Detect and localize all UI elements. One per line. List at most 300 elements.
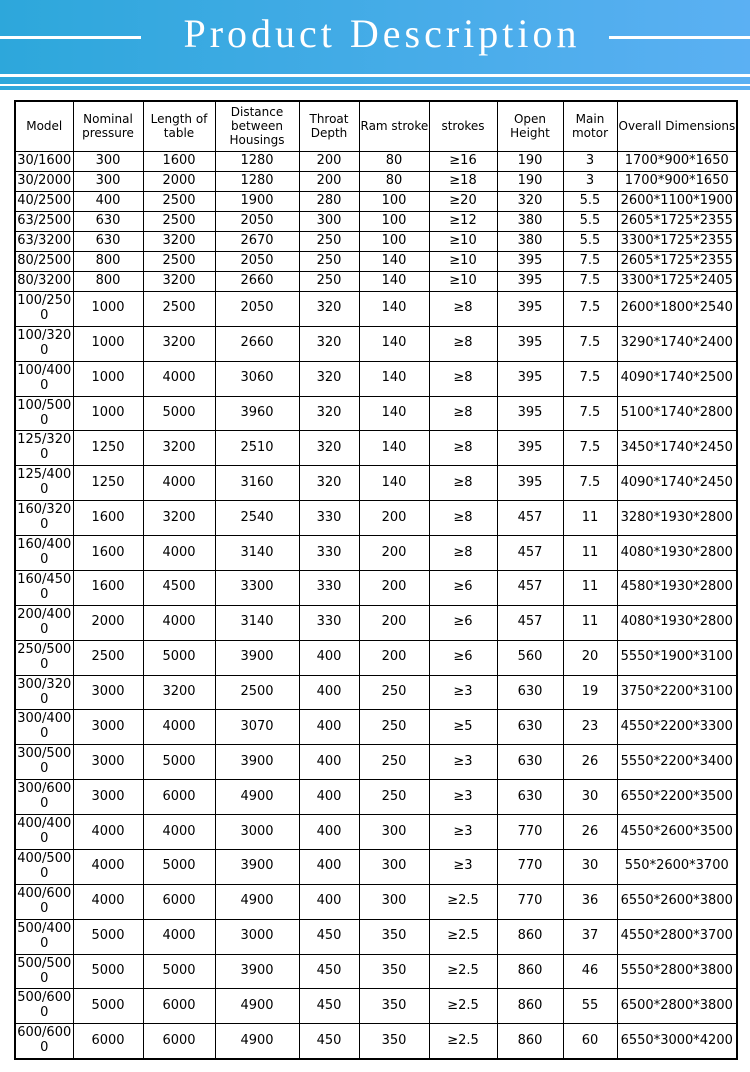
table-cell: 2670 <box>215 232 299 252</box>
table-cell: 11 <box>563 536 617 571</box>
table-cell: 3200 <box>143 501 215 536</box>
table-cell: 330 <box>299 605 359 640</box>
table-cell: 2050 <box>215 291 299 326</box>
table-cell: 4080*1930*2800 <box>617 536 737 571</box>
table-cell: 3060 <box>215 361 299 396</box>
spec-table-header-row <box>15 101 737 152</box>
table-cell: 4000 <box>143 361 215 396</box>
table-cell: 4080*1930*2800 <box>617 605 737 640</box>
table-row <box>15 466 737 501</box>
table-cell: 2500 <box>143 212 215 232</box>
table-cell: 4000 <box>143 536 215 571</box>
table-cell: 300 <box>359 884 429 919</box>
table-cell: 1000 <box>73 291 143 326</box>
table-row <box>15 745 737 780</box>
table-cell: 395 <box>497 466 563 501</box>
table-cell: 140 <box>359 326 429 361</box>
model-cell: 80/3200 <box>15 272 73 292</box>
table-row <box>15 232 737 252</box>
model-cell: 300/4000 <box>15 710 73 745</box>
table-cell: 350 <box>359 954 429 989</box>
table-cell: 140 <box>359 272 429 292</box>
table-cell: 3300*1725*2355 <box>617 232 737 252</box>
table-row <box>15 640 737 675</box>
table-cell: 30 <box>563 780 617 815</box>
table-cell: 630 <box>497 710 563 745</box>
table-cell: 320 <box>299 396 359 431</box>
table-cell: 560 <box>497 640 563 675</box>
spec-table-body <box>15 152 737 1059</box>
table-cell: 630 <box>497 675 563 710</box>
table-cell: 2600*1100*1900 <box>617 192 737 212</box>
table-cell: 3960 <box>215 396 299 431</box>
table-cell: 2500 <box>143 192 215 212</box>
table-cell: 7.5 <box>563 326 617 361</box>
table-cell: 330 <box>299 501 359 536</box>
table-cell: 140 <box>359 361 429 396</box>
table-cell: ≥5 <box>429 710 497 745</box>
model-cell: 63/3200 <box>15 232 73 252</box>
table-cell: 300 <box>359 849 429 884</box>
table-cell: 3160 <box>215 466 299 501</box>
table-cell: 200 <box>359 605 429 640</box>
table-cell: 400 <box>299 884 359 919</box>
table-cell: 320 <box>299 361 359 396</box>
table-cell: 350 <box>359 919 429 954</box>
table-cell: 4000 <box>143 605 215 640</box>
table-cell: ≥6 <box>429 640 497 675</box>
table-cell: 3300*1725*2405 <box>617 272 737 292</box>
table-cell: 395 <box>497 326 563 361</box>
table-cell: 6000 <box>143 989 215 1024</box>
table-cell: 2000 <box>143 172 215 192</box>
table-cell: 5000 <box>143 745 215 780</box>
table-cell: 400 <box>299 675 359 710</box>
table-cell: 140 <box>359 291 429 326</box>
column-header: Model <box>15 101 73 152</box>
table-row <box>15 172 737 192</box>
table-cell: 4090*1740*2450 <box>617 466 737 501</box>
table-cell: 3200 <box>143 431 215 466</box>
table-cell: 3900 <box>215 954 299 989</box>
table-cell: 4580*1930*2800 <box>617 570 737 605</box>
table-cell: 190 <box>497 152 563 172</box>
table-cell: 4550*2800*3700 <box>617 919 737 954</box>
table-cell: 400 <box>299 640 359 675</box>
table-cell: 630 <box>73 232 143 252</box>
table-cell: 2600*1800*2540 <box>617 291 737 326</box>
table-cell: 5000 <box>73 954 143 989</box>
table-cell: 280 <box>299 192 359 212</box>
table-cell: 4000 <box>143 710 215 745</box>
table-row <box>15 570 737 605</box>
model-cell: 160/4500 <box>15 570 73 605</box>
table-cell: 200 <box>299 152 359 172</box>
table-row <box>15 361 737 396</box>
banner-left-rule <box>0 36 141 39</box>
table-cell: 100 <box>359 212 429 232</box>
table-cell: 80 <box>359 152 429 172</box>
table-cell: ≥3 <box>429 780 497 815</box>
banner-right-rule <box>609 36 750 39</box>
table-cell: 1700*900*1650 <box>617 172 737 192</box>
table-cell: 37 <box>563 919 617 954</box>
table-cell: ≥8 <box>429 431 497 466</box>
model-cell: 300/6000 <box>15 780 73 815</box>
table-cell: 2000 <box>73 605 143 640</box>
table-row <box>15 919 737 954</box>
table-cell: 1000 <box>73 361 143 396</box>
section-banner <box>0 0 750 74</box>
section-title: Product Description <box>183 11 581 56</box>
table-cell: 630 <box>73 212 143 232</box>
table-cell: 4900 <box>215 1024 299 1059</box>
table-row <box>15 1024 737 1059</box>
table-cell: 300 <box>73 152 143 172</box>
table-cell: 770 <box>497 884 563 919</box>
table-cell: 380 <box>497 212 563 232</box>
table-cell: 1900 <box>215 192 299 212</box>
table-cell: 200 <box>359 536 429 571</box>
model-cell: 30/1600 <box>15 152 73 172</box>
table-cell: 3000 <box>215 815 299 850</box>
table-cell: 3750*2200*3100 <box>617 675 737 710</box>
table-cell: 4000 <box>143 919 215 954</box>
table-cell: 400 <box>299 815 359 850</box>
column-header: Nominal pressure <box>73 101 143 152</box>
table-cell: 4550*2200*3300 <box>617 710 737 745</box>
table-row <box>15 272 737 292</box>
table-cell: 860 <box>497 919 563 954</box>
table-cell: 5550*2800*3800 <box>617 954 737 989</box>
spec-table <box>14 100 738 1060</box>
table-cell: 395 <box>497 396 563 431</box>
table-cell: 7.5 <box>563 396 617 431</box>
table-cell: 450 <box>299 954 359 989</box>
table-cell: 330 <box>299 536 359 571</box>
table-cell: 4000 <box>73 849 143 884</box>
table-cell: 1250 <box>73 466 143 501</box>
column-header: Throat Depth <box>299 101 359 152</box>
table-cell: 3200 <box>143 272 215 292</box>
table-cell: 140 <box>359 466 429 501</box>
table-cell: 400 <box>73 192 143 212</box>
table-cell: 250 <box>359 675 429 710</box>
table-cell: 457 <box>497 570 563 605</box>
table-cell: 23 <box>563 710 617 745</box>
table-row <box>15 291 737 326</box>
model-cell: 500/4000 <box>15 919 73 954</box>
table-cell: ≥8 <box>429 396 497 431</box>
table-cell: 11 <box>563 501 617 536</box>
table-cell: 6500*2800*3800 <box>617 989 737 1024</box>
table-cell: 250 <box>299 232 359 252</box>
table-cell: 55 <box>563 989 617 1024</box>
table-cell: ≥2.5 <box>429 919 497 954</box>
table-cell: 1600 <box>73 501 143 536</box>
table-cell: 140 <box>359 252 429 272</box>
model-cell: 400/6000 <box>15 884 73 919</box>
table-cell: 457 <box>497 536 563 571</box>
table-cell: 800 <box>73 252 143 272</box>
table-cell: 630 <box>497 745 563 780</box>
table-cell: ≥8 <box>429 501 497 536</box>
table-cell: 3000 <box>73 675 143 710</box>
table-cell: 770 <box>497 849 563 884</box>
table-cell: 2605*1725*2355 <box>617 252 737 272</box>
table-cell: 3000 <box>73 710 143 745</box>
table-cell: 3000 <box>73 780 143 815</box>
table-cell: 2605*1725*2355 <box>617 212 737 232</box>
table-row <box>15 326 737 361</box>
table-cell: 450 <box>299 1024 359 1059</box>
table-cell: 457 <box>497 501 563 536</box>
table-cell: 7.5 <box>563 252 617 272</box>
table-cell: 190 <box>497 172 563 192</box>
table-cell: 7.5 <box>563 361 617 396</box>
table-cell: ≥16 <box>429 152 497 172</box>
model-cell: 125/3200 <box>15 431 73 466</box>
table-cell: 6550*2600*3800 <box>617 884 737 919</box>
model-cell: 125/4000 <box>15 466 73 501</box>
table-cell: 250 <box>359 745 429 780</box>
column-header: strokes <box>429 101 497 152</box>
table-cell: 7.5 <box>563 431 617 466</box>
table-cell: ≥8 <box>429 361 497 396</box>
table-cell: 60 <box>563 1024 617 1059</box>
table-cell: 5000 <box>143 396 215 431</box>
table-cell: 4550*2600*3500 <box>617 815 737 850</box>
table-cell: 457 <box>497 605 563 640</box>
model-cell: 500/6000 <box>15 989 73 1024</box>
table-cell: 450 <box>299 919 359 954</box>
model-cell: 250/5000 <box>15 640 73 675</box>
table-cell: 4900 <box>215 884 299 919</box>
table-cell: 3200 <box>143 326 215 361</box>
table-row <box>15 192 737 212</box>
table-cell: 1600 <box>73 570 143 605</box>
table-cell: 350 <box>359 989 429 1024</box>
table-cell: 2050 <box>215 212 299 232</box>
table-cell: 320 <box>299 431 359 466</box>
table-cell: 400 <box>299 849 359 884</box>
table-cell: ≥8 <box>429 536 497 571</box>
model-cell: 160/3200 <box>15 501 73 536</box>
table-cell: 1250 <box>73 431 143 466</box>
table-cell: 3070 <box>215 710 299 745</box>
table-cell: 3200 <box>143 232 215 252</box>
table-row <box>15 152 737 172</box>
table-cell: 5550*1900*3100 <box>617 640 737 675</box>
table-cell: 30 <box>563 849 617 884</box>
table-cell: 5000 <box>143 954 215 989</box>
table-cell: 2500 <box>215 675 299 710</box>
model-cell: 200/4000 <box>15 605 73 640</box>
table-cell: 3 <box>563 152 617 172</box>
table-cell: 320 <box>299 291 359 326</box>
model-cell: 100/4000 <box>15 361 73 396</box>
column-header: Length of table <box>143 101 215 152</box>
table-cell: 200 <box>359 570 429 605</box>
table-cell: 1000 <box>73 396 143 431</box>
table-cell: 80 <box>359 172 429 192</box>
model-cell: 40/2500 <box>15 192 73 212</box>
model-cell: 600/6000 <box>15 1024 73 1059</box>
table-cell: 3000 <box>215 919 299 954</box>
table-cell: 320 <box>299 326 359 361</box>
table-cell: 2050 <box>215 252 299 272</box>
table-cell: 860 <box>497 954 563 989</box>
table-cell: 330 <box>299 570 359 605</box>
table-cell: ≥6 <box>429 570 497 605</box>
table-cell: 36 <box>563 884 617 919</box>
table-cell: 5000 <box>73 989 143 1024</box>
model-cell: 400/5000 <box>15 849 73 884</box>
table-cell: 395 <box>497 252 563 272</box>
table-row <box>15 536 737 571</box>
table-cell: 100 <box>359 192 429 212</box>
table-cell: 1000 <box>73 326 143 361</box>
table-row <box>15 212 737 232</box>
table-cell: ≥10 <box>429 252 497 272</box>
table-cell: ≥3 <box>429 675 497 710</box>
table-cell: 2500 <box>73 640 143 675</box>
table-cell: 250 <box>299 252 359 272</box>
model-cell: 160/4000 <box>15 536 73 571</box>
table-row <box>15 501 737 536</box>
model-cell: 30/2000 <box>15 172 73 192</box>
table-cell: 4090*1740*2500 <box>617 361 737 396</box>
column-header: Main motor <box>563 101 617 152</box>
table-cell: ≥2.5 <box>429 989 497 1024</box>
table-cell: 3200 <box>143 675 215 710</box>
table-cell: 1600 <box>143 152 215 172</box>
table-cell: 6550*2200*3500 <box>617 780 737 815</box>
table-cell: 250 <box>359 780 429 815</box>
table-cell: 2540 <box>215 501 299 536</box>
table-cell: 350 <box>359 1024 429 1059</box>
table-cell: 5000 <box>143 640 215 675</box>
table-cell: 2510 <box>215 431 299 466</box>
table-cell: ≥18 <box>429 172 497 192</box>
table-cell: 19 <box>563 675 617 710</box>
column-header: Distance between Housings <box>215 101 299 152</box>
table-cell: 4900 <box>215 780 299 815</box>
table-cell: 5100*1740*2800 <box>617 396 737 431</box>
table-cell: ≥3 <box>429 849 497 884</box>
table-cell: 860 <box>497 1024 563 1059</box>
table-row <box>15 954 737 989</box>
table-cell: 300 <box>299 212 359 232</box>
model-cell: 100/3200 <box>15 326 73 361</box>
table-cell: 140 <box>359 431 429 466</box>
table-cell: 7.5 <box>563 466 617 501</box>
table-cell: 100 <box>359 232 429 252</box>
table-cell: 20 <box>563 640 617 675</box>
table-cell: 400 <box>299 745 359 780</box>
table-cell: 200 <box>359 640 429 675</box>
table-cell: ≥12 <box>429 212 497 232</box>
table-row <box>15 605 737 640</box>
table-cell: 395 <box>497 272 563 292</box>
model-cell: 500/5000 <box>15 954 73 989</box>
table-cell: 2500 <box>143 252 215 272</box>
table-row <box>15 849 737 884</box>
table-cell: 26 <box>563 815 617 850</box>
table-cell: ≥2.5 <box>429 884 497 919</box>
table-cell: 320 <box>497 192 563 212</box>
model-cell: 300/3200 <box>15 675 73 710</box>
banner-stripe-thick <box>0 77 750 84</box>
table-cell: 6000 <box>143 1024 215 1059</box>
table-cell: 320 <box>299 466 359 501</box>
table-cell: 6000 <box>73 1024 143 1059</box>
model-cell: 63/2500 <box>15 212 73 232</box>
table-cell: 2660 <box>215 326 299 361</box>
table-cell: 400 <box>299 780 359 815</box>
table-cell: 2660 <box>215 272 299 292</box>
table-row <box>15 884 737 919</box>
table-cell: 300 <box>359 815 429 850</box>
table-cell: 250 <box>299 272 359 292</box>
table-cell: ≥2.5 <box>429 954 497 989</box>
table-cell: 5.5 <box>563 212 617 232</box>
table-cell: 800 <box>73 272 143 292</box>
table-cell: 1280 <box>215 152 299 172</box>
table-cell: ≥10 <box>429 232 497 252</box>
table-cell: 400 <box>299 710 359 745</box>
table-cell: 550*2600*3700 <box>617 849 737 884</box>
table-cell: 6000 <box>143 780 215 815</box>
model-cell: 100/5000 <box>15 396 73 431</box>
table-cell: 1280 <box>215 172 299 192</box>
table-cell: 300 <box>73 172 143 192</box>
table-cell: 4000 <box>73 884 143 919</box>
model-cell: 400/4000 <box>15 815 73 850</box>
table-cell: 4000 <box>143 815 215 850</box>
table-cell: ≥6 <box>429 605 497 640</box>
table-cell: 11 <box>563 605 617 640</box>
spec-table-container <box>0 90 750 1072</box>
table-cell: 3300 <box>215 570 299 605</box>
table-cell: 3290*1740*2400 <box>617 326 737 361</box>
table-cell: 3000 <box>73 745 143 780</box>
table-cell: 3 <box>563 172 617 192</box>
table-cell: 3900 <box>215 849 299 884</box>
table-cell: ≥8 <box>429 466 497 501</box>
model-cell: 80/2500 <box>15 252 73 272</box>
table-row <box>15 396 737 431</box>
table-cell: 4000 <box>73 815 143 850</box>
table-cell: 200 <box>359 501 429 536</box>
table-cell: 4500 <box>143 570 215 605</box>
column-header: Open Height <box>497 101 563 152</box>
table-cell: 860 <box>497 989 563 1024</box>
table-cell: 4900 <box>215 989 299 1024</box>
table-cell: 3140 <box>215 536 299 571</box>
table-cell: 4000 <box>143 466 215 501</box>
model-cell: 100/2500 <box>15 291 73 326</box>
model-cell: 300/5000 <box>15 745 73 780</box>
table-cell: ≥3 <box>429 815 497 850</box>
table-cell: 3900 <box>215 640 299 675</box>
table-cell: 450 <box>299 989 359 1024</box>
table-cell: 1700*900*1650 <box>617 152 737 172</box>
table-cell: ≥2.5 <box>429 1024 497 1059</box>
table-cell: 3280*1930*2800 <box>617 501 737 536</box>
table-cell: 7.5 <box>563 291 617 326</box>
table-cell: 3140 <box>215 605 299 640</box>
